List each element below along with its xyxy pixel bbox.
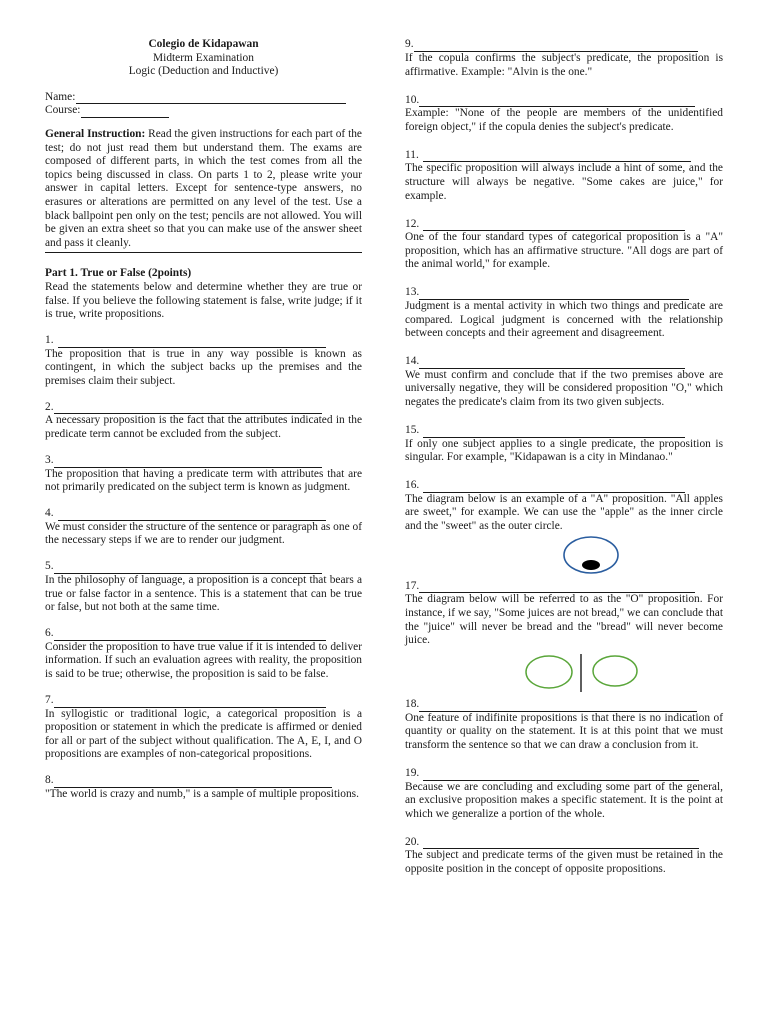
exam-subject: Logic (Deduction and Inductive): [128, 65, 279, 78]
question-text: The proposition that is true in any way possible is known as contingent, in which the subject backs up the premises and the premises claim their subject.: [45, 347, 362, 387]
question-number: 11.: [405, 148, 419, 161]
exam-header: [45, 38, 362, 79]
school-name: Colegio de Kidapawan: [148, 38, 259, 50]
question-text: "The world is crazy and numb," is a sample of multiple propositions.: [45, 787, 359, 800]
question-number: 18.: [405, 698, 420, 711]
question-item: [405, 767, 723, 822]
part-description: Read the statements below and determine whether they are true or false. If you believe the following statement is false, write judge; if it is true, write propositions.: [45, 280, 362, 321]
question-item: [45, 627, 362, 682]
question-item: [405, 217, 723, 272]
question-text: The diagram below is an example of a "A" proposition. "All apples are sweet," for example. We can use the "apple" as the inner circle and the "sweet" as the outer circle.: [405, 492, 723, 532]
question-number: 9.: [405, 38, 414, 51]
question-item: [405, 835, 723, 876]
question-item: [405, 579, 723, 647]
answer-blank[interactable]: [423, 770, 699, 781]
answer-blank[interactable]: [423, 151, 691, 162]
question-number: 19.: [405, 767, 420, 780]
question-text: A necessary proposition is the fact that the attributes indicated in the predicate term cannot be excluded from the subject.: [45, 414, 362, 441]
question-number: 20.: [405, 835, 420, 848]
section-divider: [45, 252, 362, 253]
question-number: 6.: [45, 627, 54, 640]
right-column: [405, 38, 723, 877]
answer-blank[interactable]: [54, 457, 322, 468]
answer-blank[interactable]: [54, 697, 326, 708]
question-text: If only one subject applies to a single predicate, the proposition is singular. For example, "Kidapawan is a city in Mindanao.": [405, 437, 723, 464]
answer-blank[interactable]: [419, 582, 695, 593]
course-label: Course:: [45, 104, 81, 117]
question-item: [405, 479, 723, 534]
question-item: [45, 400, 362, 441]
question-item: [45, 694, 362, 762]
name-blank[interactable]: [76, 92, 346, 104]
question-item: [405, 286, 723, 341]
question-item: [405, 38, 723, 79]
question-number: 8.: [45, 774, 54, 787]
question-text: The subject and predicate terms of the given must be retained in the opposite position in the concept of opposite propositions.: [405, 849, 723, 875]
question-text: The specific proposition will always include a hint of some, and the structure will always be negative. "Some cakes are juice," for example.: [405, 162, 723, 202]
part-title: Part 1. True or False (2points): [45, 267, 192, 280]
question-item: [405, 355, 723, 410]
question-text: We must confirm and conclude that if the two premises above are universally negative, they will be considered proposition "O," which negates the predicate's claim from its two given subjects.: [405, 368, 723, 408]
question-text: The proposition that having a predicate term with attributes that are not primarily predicated on the subject term is known as judgment.: [45, 467, 362, 494]
answer-blank[interactable]: [423, 838, 699, 849]
nested-circles-diagram: [405, 535, 723, 577]
question-number: 1.: [45, 334, 54, 347]
question-text: Judgment is a mental activity in which two things and predicate are compared. Logical judgment is concerned with the relationship between concepts and their agreement and disagreement.: [405, 299, 723, 340]
course-blank[interactable]: [81, 106, 169, 118]
name-label: Name:: [45, 90, 76, 103]
question-text: One of the four standard types of categorical proposition is a "A" proposition, which has an affirmative structure. "All dogs are part of the animal world," for example.: [405, 231, 723, 271]
question-item: [45, 774, 362, 802]
question-number: 15.: [405, 423, 420, 436]
separate-circles-diagram: [405, 650, 723, 692]
instruction-text: Read the given instructions for each part of the test; do not just read them but understand them. The exams are composed of different parts, in which the test comes from all the topics being discussed in class. On parts 1 to 2, please write your answer in capital letters. Except for sentence-type answers, no erasures or alterations are permitted on any level of the test. Use a black ballpoint pen only on the test; pencils are not allowed. You will be given an extra sheet so that you can make use of the answer sheet and pass it cleanly.: [45, 127, 362, 249]
question-number: 12.: [405, 217, 420, 230]
question-number: 13.: [405, 286, 420, 299]
answer-blank[interactable]: [423, 482, 685, 493]
answer-blank[interactable]: [419, 701, 697, 712]
question-text: We must consider the structure of the sentence or paragraph as one of the necessary steps if we are to render our judgment.: [45, 520, 362, 547]
left-column: [45, 38, 362, 802]
answer-blank[interactable]: [54, 630, 326, 641]
question-number: 17.: [405, 579, 420, 592]
question-text: One feature of indifinite propositions is that there is no indication of quantity or quality on the statement. It is at this point that we must transform the sentence so that we can draw a conclusion from it.: [405, 711, 723, 752]
question-text: In the philosophy of language, a proposition is a concept that bears a true or false factor in a sentence. This is a statement that can be true or false, but not both at the same time.: [45, 574, 362, 614]
question-number: 10.: [405, 93, 420, 106]
instruction-label: General Instruction:: [45, 127, 146, 140]
answer-blank[interactable]: [414, 41, 698, 52]
juice-circle: [526, 656, 572, 688]
answer-blank[interactable]: [419, 358, 685, 369]
inner-circle-apple: [582, 560, 600, 570]
question-text: Because we are concluding and excluding some part of the general, an exclusive proposition makes a specific statement. It is the point at which we generalize a portion of the whole.: [405, 780, 723, 820]
a-proposition-diagram: [405, 535, 723, 577]
o-proposition-diagram: [405, 650, 723, 692]
answer-blank[interactable]: [423, 427, 685, 438]
answer-blank[interactable]: [58, 510, 326, 521]
question-item: [405, 148, 723, 203]
question-item: [45, 334, 362, 389]
name-field[interactable]: [45, 91, 362, 105]
answer-blank[interactable]: [54, 403, 322, 414]
question-text: If the copula confirms the subject's predicate, the proposition is affirmative. Example: "Alvin is the one.": [405, 52, 723, 78]
question-number: 5.: [45, 560, 54, 573]
question-text: In syllogistic or traditional logic, a categorical proposition is a proposition or statement in which the predicate is affirmed or denied for all or part of the subject without qualification. The A, E, I, and O propositions are examples of non-categorical propositions.: [45, 707, 362, 761]
exam-title: Midterm Examination: [153, 51, 254, 64]
question-number: 4.: [45, 507, 54, 520]
question-number: 14.: [405, 355, 420, 368]
question-number: 3.: [45, 454, 54, 467]
question-item: [405, 698, 723, 753]
question-number: 16.: [405, 479, 420, 492]
question-item: [45, 507, 362, 548]
question-text: Example: "None of the people are members of the unidentified foreign object," if the copula denies the subject's predicate.: [405, 107, 723, 133]
question-item: [405, 93, 723, 134]
answer-blank[interactable]: [58, 337, 326, 348]
answer-blank[interactable]: [419, 289, 689, 300]
question-text: Consider the proposition to have true value if it is intended to deliver information. If such an evaluation agrees with reality, the proposition is said to be true; otherwise, the proposition is said to be false.: [45, 640, 362, 680]
question-item: [405, 424, 723, 465]
bread-circle: [593, 656, 637, 686]
course-field[interactable]: [45, 104, 362, 118]
question-number: 2.: [45, 400, 54, 413]
answer-blank[interactable]: [419, 96, 695, 107]
answer-blank[interactable]: [54, 777, 332, 788]
general-instruction: [45, 128, 362, 250]
question-item: [45, 454, 362, 495]
question-number: 7.: [45, 694, 54, 706]
question-item: [45, 560, 362, 615]
question-text: The diagram below will be referred to as the "O" proposition. For instance, if we say, "Some juices are not bread," we can conclude that the "juice" will never be bread and the "bread" will never become juice.: [405, 593, 723, 647]
answer-blank[interactable]: [54, 563, 322, 574]
answer-blank[interactable]: [423, 220, 685, 231]
